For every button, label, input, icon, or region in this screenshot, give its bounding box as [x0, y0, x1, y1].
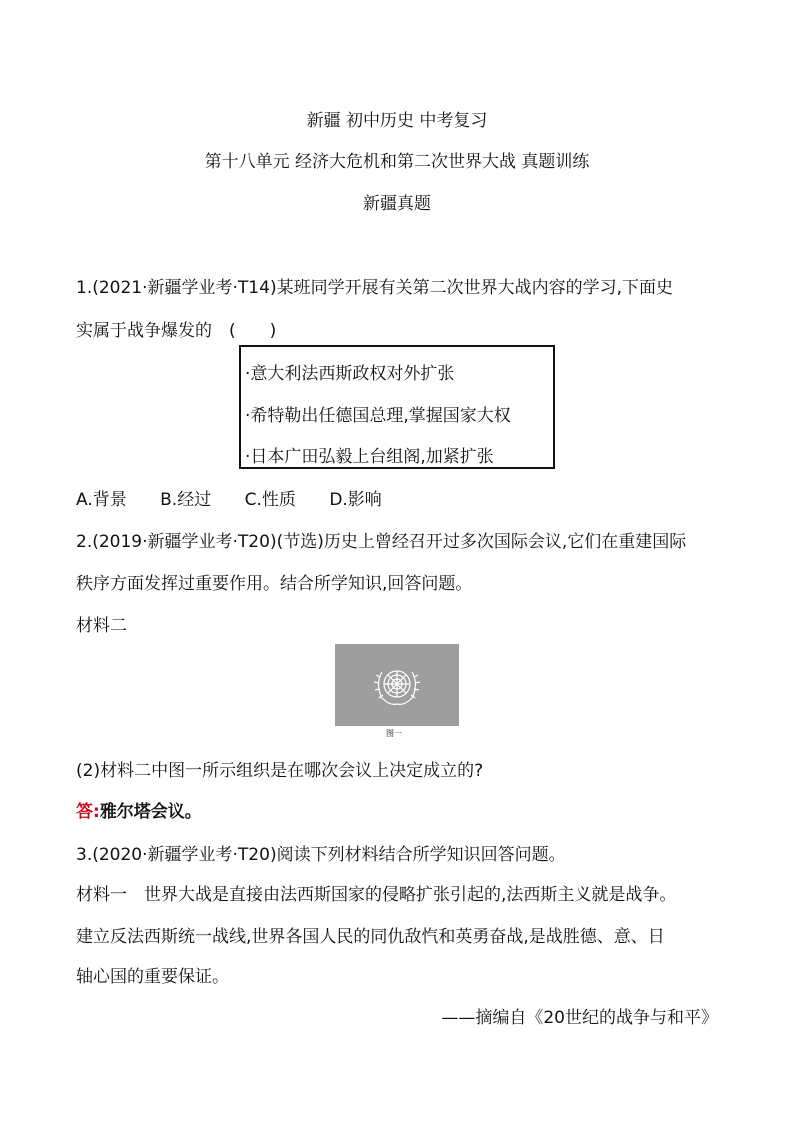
- q1-options: [76, 485, 410, 510]
- q2-stem-line2: 秩序方面发挥过重要作用。结合所学知识,回答问题。: [76, 574, 473, 594]
- q3-material-line2: 建立反法西斯统一战线,世界各国人民的同仇敌忾和英勇奋战,是战胜德、意、日: [76, 927, 665, 947]
- q2-sub-question: (2)材料二中图一所示组织是在哪次会议上决定成立的?: [76, 761, 484, 781]
- q1-option-a: A.背景: [76, 490, 127, 510]
- q3-stem: 3.(2020·新疆学业考·T20)阅读下列材料结合所学知识回答问题。: [76, 845, 566, 865]
- figure-caption: 图一: [386, 729, 402, 738]
- answer-label: 答:: [76, 802, 100, 822]
- q3-source: ——摘编自《20世纪的战争与和平》: [441, 1008, 718, 1028]
- answer-text: 雅尔塔会议。: [99, 802, 202, 822]
- q1-stem-line2: 实属于战争爆发的 ( ): [76, 321, 277, 341]
- q2-answer: [76, 797, 202, 822]
- q1-option-d: D.影响: [329, 490, 382, 510]
- q2-stem-line1: 2.(2019·新疆学业考·T20)(节选)历史上曾经召开过多次国际会议,它们在重建国际: [76, 532, 687, 552]
- q2-material-label: 材料二: [76, 616, 127, 636]
- q1-box-item: ·日本广田弘毅上台组阁,加紧扩张: [245, 447, 494, 467]
- doc-subtitle: 第十八单元 经济大危机和第二次世界大战 真题训练: [204, 152, 590, 172]
- q1-box-item: ·希特勒出任德国总理,掌握国家大权: [245, 406, 511, 426]
- q1-option-b: B.经过: [160, 490, 212, 510]
- q1-stem-line1: 1.(2021·新疆学业考·T14)某班同学开展有关第二次世界大战内容的学习,下面史: [76, 278, 673, 298]
- q3-material-line3: 轴心国的重要保证。: [76, 967, 229, 987]
- section-heading: 新疆真题: [363, 194, 431, 214]
- doc-title: 新疆 初中历史 中考复习: [306, 111, 488, 131]
- q3-material-line1: 材料一 世界大战是直接由法西斯国家的侵略扩张引起的,法西斯主义就是战争。: [76, 885, 677, 905]
- q1-box-item: ·意大利法西斯政权对外扩张: [245, 364, 455, 384]
- un-emblem-icon: [335, 644, 459, 726]
- q1-material-box: [239, 345, 555, 469]
- q1-option-c: C.性质: [244, 490, 296, 510]
- un-flag-image: [335, 644, 459, 726]
